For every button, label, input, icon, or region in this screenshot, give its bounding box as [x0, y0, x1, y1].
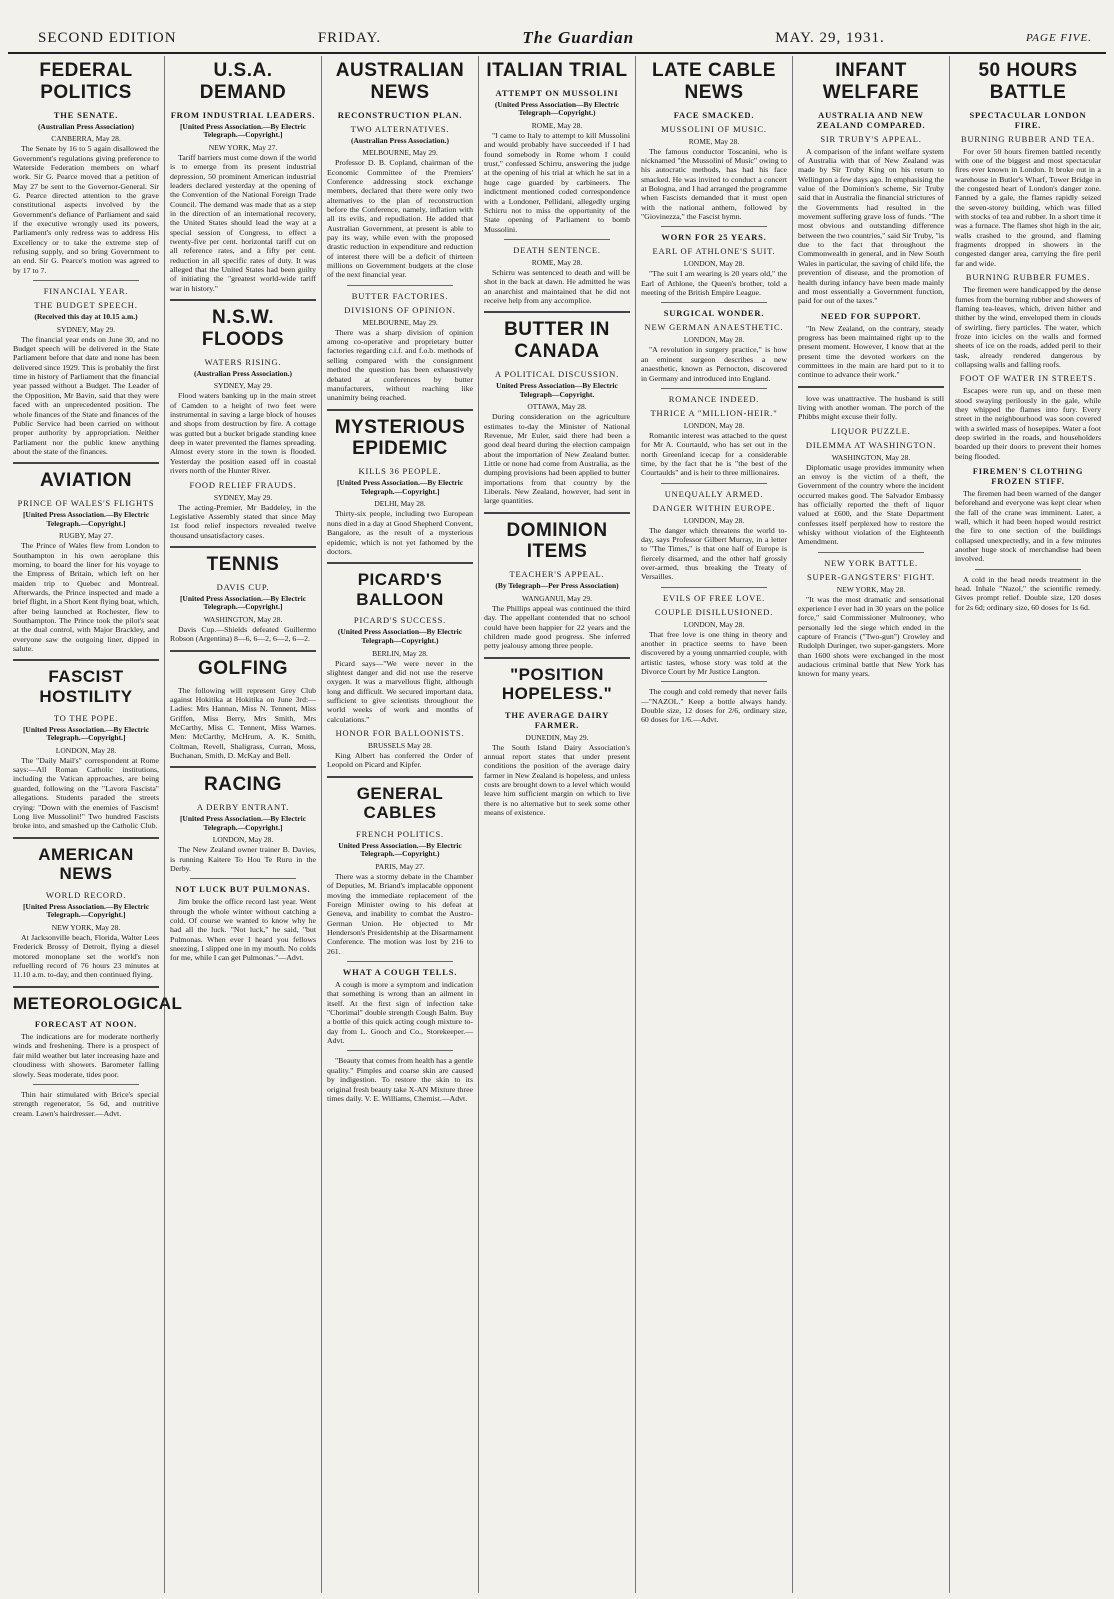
advertisement-text: A cough is more a symptom and indication that something is wrong than an ailment in itself. At the first sign of infection take "Chorimal" double strength Cough Balm. Buy a bottle of this quick acting cough mixture to-day from L. Gooch and Co., Storekeeper.—Advt.: [327, 980, 473, 1046]
column-2: [165, 56, 322, 1593]
headline: LATE CABLE NEWS: [652, 60, 776, 103]
article-text: "The suit I am wearing is 20 years old," the Earl of Athlone, the Queen's brother, told a meeting of the British Empire League.: [641, 269, 787, 298]
divider: [13, 986, 159, 988]
article-text: The financial year ends on June 30, and no Budget speech will be delivered in the State Parliament before that date and none has been delivered since 1929. This is probably the first time in history of Parliament that the financial year passed without a Budget. The Leader of the Opposition, Mr Bavin, said that they were faced with an unprecedented position. The whole finances of the State and finances of the Public Service had been carried on without proper authority by appropriation. Neither Parliament nor the public knew anything about the state of the finances.: [13, 334, 159, 456]
credit-line: [United Press Association.—By Electric Telegraph.—Copyright.]: [22, 724, 150, 743]
dateline: MELBOURNE, May 29.: [362, 317, 438, 327]
divider: [13, 462, 159, 464]
subheading: EARL OF ATHLONE'S SUIT.: [652, 246, 776, 257]
dateline: BERLIN, May 28.: [372, 648, 428, 658]
divider: [33, 1084, 139, 1085]
headline: AMERICAN NEWS: [38, 844, 134, 884]
subheading: RECONSTRUCTION PLAN.: [337, 109, 463, 120]
dateline: DUNEDIN, May 29.: [525, 732, 589, 742]
credit-line: (Australian Press Association.): [194, 368, 292, 378]
article-text: Professor D. B. Copland, chairman of the Economic Committee of the Premiers' Conference addressing stock exchange members, declared that there were only two alternatives to the plan of reconstruction before the Conference, namely, inflation with all its evils, and repudiation. He added that Australian Government, at present is able to pay its way, while even with the proposed drastic reduction in expenditure and reduction of interest there will be a deficit of thirteen millions on Government budgets at the close of the next financial year.: [327, 158, 473, 280]
article-text: "I came to Italy to attempt to kill Mussolini and would probably have succeeded if I had found somebody in Rome whom I could trust," confessed Schirru, answering the judge at the opening of his trial at which he sat in a huge cage guarded by carbineers. The indictment mentioned coded correspondence with a Londoner, Pellidani, allegedly urging Schirru not to miss the opportunity of the State opening of Parliament to bomb Mussolini.: [484, 131, 630, 234]
subheading: HONOR FOR BALLOONISTS.: [335, 727, 465, 738]
headline: FASCIST HOSTILITY: [39, 667, 133, 706]
credit-line: (United Press Association—By Electric Telegraph—Copyright.): [337, 627, 463, 645]
article-text: There was a stormy debate in the Chamber of Deputies, M. Briand's implacable opponent moving the immediate replacement of the Foreign Minister owing to his defeat at Geneva, and inability to combat the Austro-German Union. He objected to Mr Henderson's Presidentship at the Disarmament Conference. The motion was lost by 216 to 261.: [327, 871, 473, 956]
article-text: The firemen were handicapped by the dense fumes from the burning rubber and showers of flaming tea-leaves, which, driven hither and thither by the wind, enveloped them in clouds of swirling, fiery particles. The water, which froze into icicles on the walls and formed sheets of ice on the roads, added peril to their task, already rendered dangerous by collapsing walls and falling roofs.: [955, 285, 1101, 369]
headline: 50 HOURS BATTLE: [978, 60, 1078, 103]
subheading: THE SENATE.: [53, 109, 119, 120]
divider: [484, 657, 630, 659]
divider: [327, 776, 473, 778]
subheading: BURNING RUBBER AND TEA.: [961, 133, 1095, 144]
divider: [170, 546, 316, 548]
subheading: PRINCE OF WALES'S FLIGHTS: [17, 498, 155, 509]
article-text: The New Zealand owner trainer B. Davies, is running Kaitere To Hou Te Ruru in the Derby.: [170, 845, 316, 874]
subheading: NEW GERMAN ANAESTHETIC.: [644, 322, 784, 333]
credit-line: (By Telegraph—Per Press Association): [495, 581, 619, 591]
article-text: The "Daily Mail's" correspondent at Rome says:—All Roman Catholic institutions, including the Vatican approaches, are being guarded, following on the "Lavora Fascista" allegations. Students paraded the streets crying: "Down with the enemies of Fascism! Long live Mussolini!" Two hundred Fascists broke into, and smashed up the Catholic Club.: [13, 755, 159, 831]
article-text: Diplomatic usage provides immunity when an envoy is the victim of a theft, the Government of the country where the incident occurred makes good. The Salvador Embassy has officially reported the theft of liquor valued at £600, and the State Department confesses itself perplexed how to restore the whisky without violation of the Eighteenth Amendment.: [798, 462, 944, 547]
dateline: NEW YORK, May 27.: [208, 142, 278, 152]
subheading: FIREMEN'S CLOTHING FROZEN STIFF.: [972, 466, 1084, 486]
divider: [798, 386, 944, 388]
subheading: ATTEMPT ON MUSSOLINI: [495, 87, 619, 98]
subheading: TWO ALTERNATIVES.: [350, 123, 450, 134]
dateline: WASHINGTON, May 28.: [831, 452, 911, 462]
divider: [661, 388, 767, 389]
subheading: FOOT OF WATER IN STREETS.: [959, 373, 1097, 384]
article-text: The Phillips appeal was continued the third day. The appellant contended that no school could have been happier for 22 years and the children made good progress. She inferred petty jealousy among three people.: [484, 603, 630, 651]
subheading: FOOD RELIEF FRAUDS.: [189, 479, 297, 490]
subheading: BURNING RUBBER FUMES.: [965, 272, 1091, 283]
article-text: Flood waters banking up in the main street of Camden to a height of two feet were instrumental in saving a large block of houses and shops from destruction by fire. A cottage was gutted but a bucket brigade standing knee deep in water prevented the flames spreading. Almost every store in the town is flooded. Yesterday the position eased off in coastal rivers north of the Hunter River.: [170, 391, 316, 476]
divider: [975, 569, 1081, 570]
dateline: WASHINGTON, May 28.: [203, 614, 283, 624]
subheading: COUPLE DISILLUSIONED.: [654, 606, 774, 617]
article-text: The Senate by 16 to 5 again disallowed the Government's regulations giving preference to Waterside Federation members on wharf work. Sir G. Pearce moved that a petition of May 27 be sent to the Governor-General. Sir G. Pearce directed attention to the grave constitutional aspects involved by the Government's defiance of Parliament and said if the executive wrongly used its powers, Parliament's only redress was to address His Excellency or to take the extreme step of refusing supply, and so bring Government to an end. Sir G. Pearce's motion was agreed to by 17 to 7.: [13, 144, 159, 275]
subheading: SURGICAL WONDER.: [663, 308, 765, 319]
columns: [8, 56, 1106, 1593]
dateline: PARIS, May 27.: [375, 861, 425, 871]
subheading: MUSSOLINI OF MUSIC.: [661, 123, 767, 134]
divider: [13, 659, 159, 661]
dateline: DELHI, May 28.: [374, 499, 426, 509]
headline: "POSITION HOPELESS.": [501, 664, 613, 704]
subheading: WORN FOR 25 YEARS.: [661, 232, 767, 243]
subheading: WORLD RECORD.: [45, 889, 127, 900]
credit-line: [United Press Association.—By Electric Telegraph.—Copyright.]: [336, 478, 464, 496]
subheading: AUSTRALIA AND NEW ZEALAND COMPARED.: [816, 109, 926, 130]
subheading: KILLS 36 PEOPLE.: [358, 466, 442, 477]
dateline: LONDON, May 28.: [683, 515, 745, 525]
date-label: MAY. 29, 1931.: [775, 29, 885, 46]
dateline: ROME, May 28.: [531, 121, 583, 131]
credit-line: [United Press Association.—By Electric Telegraph.—Copyright.]: [22, 901, 150, 920]
article-text: "It was the most dramatic and sensational experience I ever had in 30 years on the police force," said Commissioner Mulrooney, who personally led the siege which ended in the capture of Francis ("Two-gun") Crowley and Rudolph Duringer, two super-gangsters. More than 1600 shots were exchanged in the most audacious criminal battle that New York has known for many years.: [798, 594, 944, 679]
subheading: THE BUDGET SPEECH.: [34, 300, 138, 311]
article-text: "In New Zealand, on the contrary, steady progress has been maintained right up to the present moment. However, I know that at the present time the devoted workers on the committees in the main are hard put to it to continue to advance their work.": [798, 323, 944, 380]
divider: [661, 483, 767, 484]
article-text: love was unattractive. The husband is still living with another woman. The porch of the Phibbs might excuse their folly.: [798, 393, 944, 422]
subheading: NEED FOR SUPPORT.: [820, 310, 922, 321]
page-label: PAGE FIVE.: [1025, 32, 1092, 44]
article-text: "A revolution in surgery practice," is how an eminent surgeon describes a new anaesthetic, known as Pernocton, discovered in Germany and introduced into England.: [641, 345, 787, 383]
subheading: FACE SMACKED.: [673, 109, 755, 120]
credit-line: (Australian Press Association.): [351, 135, 449, 145]
divider: [327, 562, 473, 564]
headline: TENNIS: [206, 553, 280, 575]
headline: MYSTERIOUS EPIDEMIC: [334, 416, 466, 460]
article-text: Schirru was sentenced to death and will be shot in the back at dawn. He admitted he was an anarchist and maintained that he did not receive help from any accomplice.: [484, 267, 630, 305]
headline: FEDERAL POLITICS: [39, 60, 133, 103]
article-text: The famous conductor Toscanini, who is nicknamed "the Mussolini of Music" owing to his autocratic methods, has had his face smacked. He was invited to conduct a concert at Bologna, and I had arranged the programme when Fascists demanded that it must open with the national anthem, followed by "Giovinezza," the Fascist hymn.: [641, 146, 787, 222]
subheading: WHAT A COUGH TELLS.: [342, 967, 458, 978]
credit-line: [United Press Association.—By Electric Telegraph.—Copyright.]: [179, 121, 307, 140]
dateline: ROME, May 28.: [688, 136, 740, 146]
credit-line: [United Press Association.—By Electric Telegraph.—Copyright.]: [179, 814, 307, 832]
subheading: SPECTACULAR LONDON FIRE.: [969, 109, 1087, 130]
divider: [661, 226, 767, 227]
headline: INFANT WELFARE: [822, 60, 920, 103]
subheading: DIVISIONS OF OPINION.: [344, 304, 456, 315]
credit-line: (United Press Association—By Electric Telegraph—Copyright.): [494, 99, 620, 118]
article-text: Picard says—"We were never in the slightest danger and did not use the reserve oxygen. It was a marvellous flight, although long and difficult. We secured important data, sufficient to give scientists throughout the world weeks of work and months of calculations.": [327, 658, 473, 724]
article-text: Escapes were run up, and on these men stood swaying perilously in the gale, while they whipped the flames into fury. Every street in the neighbourhood was soon covered with a swirled mass of hosepipes. Water a foot deep swirled in the roads, and householders boarded up their doors to prevent their homes being flooded.: [955, 386, 1101, 461]
headline: DOMINION ITEMS: [506, 519, 608, 563]
article-text: For over 50 hours firemen battled recently with one of the biggest and most spectacular fires ever known in London. It broke out in a warehouse in Butler's Wharf, Tower Bridge in the congested heart of London's danger zone. Fanned by a gale, the flames rapidly seized the seven-storey building, which was filled with stocks of tea and rubber. In a short time it was a furnace. The flames shot high in the air, walls crashed to the ground, and flaming fragments dropped in showers in the congested danger area, carrying the fire peril far and wide.: [955, 146, 1101, 268]
advertisement-text: A cold in the head needs treatment in the head. Inhale "Nazol," the scientific remedy. Gives prompt relief. Double size, 120 doses for 2s 6d; ordinary size, 60 doses for 1s 6d.: [955, 574, 1101, 612]
divider: [190, 878, 296, 879]
subheading: THE AVERAGE DAIRY FARMER.: [504, 709, 610, 730]
subheading: ROMANCE INDEED.: [668, 393, 760, 404]
divider: [33, 280, 139, 281]
article-text: The Prince of Wales flew from London to Southampton in his own aeroplane this morning, to board the liner for his voyage to the Empress of Britain, which left on her maiden trip to Quebec and Montreal. Afterwards, the Prince inspected and made a brief flight, in a Short Kent flying boat, which, after being launched at Rochester, flew to Southampton. The Prince took the pilot's seat at the dual control, with Major Brackley, and everyone saw the outgoing liner, dipped in salute.: [13, 541, 159, 654]
advertisement-text: "Beauty that comes from health has a gentle quality." Pimples and coarse skin are caused by indigestion. To restore the skin to its original fresh beauty take X-AN Mixture three times daily. V. E. Williams, Chemist.—Advt.: [327, 1056, 473, 1103]
headline: PICARD'S BALLOON: [356, 570, 444, 609]
headline: BUTTER IN CANADA: [504, 319, 610, 363]
article-text: That free love is one thing in theory and another in practice seems to have been discovered by a young unmarried couple, with artistic tastes, whose story was told at the Divorce Court by Mr Justice Langton.: [641, 629, 787, 676]
credit-line: (Australian Press Association): [37, 121, 135, 131]
dateline: LONDON, May 28.: [55, 745, 117, 755]
headline: METEOROLOGICAL: [13, 993, 183, 1013]
column-5: [636, 56, 793, 1593]
divider: [504, 239, 610, 240]
advertisement-text: Thin hair stimulated with Brice's special strength regenerator, 5s 6d, and nutritive cream. Lawn's hairdresser.—Advt.: [13, 1089, 159, 1118]
paper-name: The Guardian: [522, 28, 635, 47]
article-text: The indications are for moderate northerly winds and freshening. There is a prospect of fair mild weather but later increasing haze and cloudiness with showers. Barometer falling slowly. Seas moderate, tides poor.: [13, 1032, 159, 1079]
divider: [661, 681, 767, 682]
dateline: LONDON, May 28.: [683, 420, 745, 430]
subheading: TEACHER'S APPEAL.: [509, 569, 605, 580]
masthead: [38, 28, 1092, 48]
article-text: The danger which threatens the world to-day, says Professor Gilbert Murray, in a letter to "The Times," is that one half of Europe is fiercely disarmed, and the other half grossly over-armed, thus breaking the Treaty of Versailles.: [641, 525, 787, 582]
dateline: BRUSSELS May 28.: [368, 740, 432, 750]
article-text: The acting-Premier, Mr Baddeley, in the Legislative Assembly stated that since May 1st food relief inspectors revealed twelve thousand unsatisfactory cases.: [170, 502, 316, 540]
dateline: LONDON, May 28.: [212, 835, 274, 845]
subheading: DEATH SENTENCE.: [513, 244, 601, 255]
divider: [170, 650, 316, 652]
dateline: WANGANUI, May 29.: [522, 593, 592, 603]
divider: [347, 961, 453, 962]
article-text: The South Island Dairy Association's annual report states that under present conditions the position of the average dairy farmer in New Zealand is hopeless, and unless costs are brought down to a level which would leave him sufficient margin on which to live there is no alternative but to seek some other means of existence.: [484, 742, 630, 818]
subheading: A DERBY ENTRANT.: [196, 802, 290, 813]
article-text: During consideration on the agriculture estimates to-day the Minister of National Revenue, Mr Euler, said there had been a good deal heard during the election campaign about the importation of New Zealand butter. Little or none had come from Australia, as the dumping provisions had been applied to butter importations from that country by the Liberals. New Zealand, however, had sent in large quantities.: [484, 412, 630, 506]
subheading: SUPER-GANGSTERS' FIGHT.: [807, 571, 935, 582]
column-3: [322, 56, 479, 1593]
article-text: Romantic interest was attached to the quest for Mr A. Courtauld, who has set out in the north Greenland icecap for a considerable time, by the fact that he is "the best of the Courtaulds" and is heir to three millionaires.: [641, 430, 787, 478]
headline: N.S.W. FLOODS: [201, 307, 285, 350]
credit-line: [United Press Association.—By Electric Telegraph.—Copyright.]: [22, 510, 150, 528]
divider: [170, 299, 316, 301]
article-text: Thirty-six people, including two European nuns died in a day at Good Shepherd Convent, Bangalore, as the result of a mysterious epidemic, which is not yet fathomed by the doctors.: [327, 509, 473, 556]
dateline: LONDON, May 28.: [683, 619, 745, 629]
dateline: SYDNEY, May 29.: [213, 381, 273, 391]
column-6: [793, 56, 950, 1593]
article-text: Tariff barriers must come down if the world is to emerge from its present industrial depression, 50 prominent American industrial leaders declared yesterday at the opening of the Convention of the National Foreign Trade Council. The demand was made that as a step in the direction of an international recovery, the United States should lead the way at a special session of Congress, to effect a twenty-five per cent. horizontal tariff cut on all reference rates, and a fifty per cent. reduction in all specific rates of duty. It was alleged that the United States had been guilty of initiating the "greatest world-wide tariff war in history.": [170, 152, 316, 293]
headline: AVIATION: [40, 470, 132, 492]
credit-line: United Press Association—By Electric Telegraph—Copyright.: [496, 380, 618, 399]
divider: [661, 302, 767, 303]
subheading: PICARD'S SUCCESS.: [353, 615, 447, 626]
headline: RACING: [204, 774, 282, 796]
divider: [484, 512, 630, 514]
dateline: SYDNEY, May 29.: [213, 492, 273, 502]
subheading: FRENCH POLITICS.: [356, 828, 444, 839]
advertisement-text: Jim broke the office record last year. Went through the whole winter without catching a cold. Of course we wanted to know why he had all the luck. "Not luck," he said, "but Pulmonas. When ever I heard you fellows sneezing, I slipped one in my mouth. No colds for me, while I can get Pulmonas."—Advt.: [170, 897, 316, 963]
article-text: At Jacksonville beach, Florida, Walter Lees Frederick Brossy of Detroit, flying a diesel motored monoplane set the world's non refuelling record of 76 hours 23 minutes at 11.10 a.m. to-day, and then continued flying.: [13, 932, 159, 980]
article-text: A comparison of the infant welfare system of Australia with that of New Zealand was made by Sir Truby King on his return to Wellington a few days ago. In emphasising the value of the Dominion's scheme, Sir Truby said that in Australia the financial strictures of the Governments had resulted in the movement suffering grave loss of funds. "The most obvious and outstanding difference between the two countries," said Sir Truby, "is due to the fact that throughout the Commonwealth in general, and in New South Wales in particular, the saving of child life, the prevention of disease, and the promotion of health during infancy have been made mainly and most essentially a Government function, paid for out of the taxes.": [798, 146, 944, 306]
column-7: [950, 56, 1106, 1593]
headline: U.S.A. DEMAND: [199, 60, 287, 103]
dateline: MELBOURNE, May 29.: [362, 148, 438, 158]
column-1: [8, 56, 183, 1593]
subheading: WATERS RISING.: [204, 356, 282, 367]
divider: [347, 285, 453, 286]
subheading: UNEQUALLY ARMED.: [664, 488, 764, 499]
article-text: King Albert has conferred the Order of Leopold on Picard and Kipfer.: [327, 750, 473, 770]
column-4: [479, 56, 636, 1593]
dateline: NEW YORK, May 28.: [51, 922, 121, 932]
subheading: FROM INDUSTRIAL LEADERS.: [170, 109, 316, 120]
headline: ITALIAN TRIAL: [486, 60, 628, 81]
divider: [484, 311, 630, 313]
article-text: There was a sharp division of opinion among co-operative and proprietary butter factories regarding c.i.f. and f.o.b. methods of selling compared with the consignment method the question has been exhaustively debated at conferences by butter manufacturers, without reaching like unanimity being reached.: [327, 327, 473, 403]
credit-line: United Press Association.—By Electric Telegraph.—Copyright.): [338, 840, 462, 859]
subheading: SIR TRUBY'S APPEAL.: [820, 133, 922, 144]
subheading: LIQUOR PUZZLE.: [831, 425, 911, 436]
subheading: DAVIS CUP.: [216, 581, 270, 592]
subheading: FORECAST AT NOON.: [34, 1019, 138, 1030]
subheading: A POLITICAL DISCUSSION.: [494, 368, 620, 379]
dateline: LONDON, May 28.: [683, 335, 745, 345]
dateline: RUGBY, May 27.: [58, 531, 114, 541]
subheading: NOT LUCK BUT PULMONAS.: [175, 884, 311, 895]
dateline: CANBERRA, May 28.: [51, 134, 121, 144]
edition-label: SECOND EDITION: [38, 29, 177, 46]
subheading: DANGER WITHIN EUROPE.: [652, 502, 776, 513]
article-text: The following will represent Grey Club against Hokitika at Hokitika on June 3rd:— Ladies: Mrs Hannan, Miss N. Tennent, Miss Griffen, Miss Berry, Mrs Smith, Mrs McCarthy, Miss C. Tennent, Miss Warnes. Men: McCarthy, McHrum, A. K. Smith, Coltman, Revell, Shaligrass, Curran, Moss, Buchanan, Smith, D. McKay and Bell.: [170, 685, 316, 760]
headline: GENERAL CABLES: [356, 783, 444, 823]
headline: GOLFING: [197, 657, 289, 679]
divider: [170, 766, 316, 768]
dateline: SYDNEY, May 29.: [56, 324, 116, 334]
subheading: BUTTER FACTORIES.: [351, 290, 449, 301]
subheading: FINANCIAL YEAR.: [43, 286, 129, 297]
dateline: LONDON, May 28.: [683, 259, 745, 269]
masthead-rule: [8, 52, 1106, 54]
subheading: TO THE POPE.: [53, 712, 119, 723]
divider: [818, 552, 924, 553]
article-text: Davis Cup.—Shields defeated Guillermo Robson (Argentina) 8—6, 6—2, 6—2, 6—2.: [170, 624, 316, 644]
subheading: DILEMMA AT WASHINGTON.: [805, 439, 937, 450]
credit-line: [United Press Association.—By Electric Telegraph.—Copyright.]: [179, 593, 307, 612]
article-text: The firemen had been warned of the danger beforehand and everyone was kept clear when the fall of the crane was imminent. Later, a wall, which it had been hoped would restrict the fire to one section of the buildings collapsed unexpectedly, and in a few minutes another huge stock of merchandise had been involved.: [955, 489, 1101, 564]
advertisement-text: The cough and cold remedy that never fails—"NAZOL." Keep a bottle always handy. Double size, 12 doses for 2/6, ordinary size, 60 doses for 1/6.—Advt.: [641, 687, 787, 725]
subheading: THRICE A "MILLION-HEIR.": [650, 407, 778, 418]
subheading: NEW YORK BATTLE.: [824, 557, 918, 568]
divider: [13, 837, 159, 839]
dateline: NEW YORK, May 28.: [836, 584, 906, 594]
credit-line: (Received this day at 10.15 a.m.): [34, 312, 138, 322]
day-label: FRIDAY.: [317, 29, 382, 46]
headline: AUSTRALIAN NEWS: [335, 60, 465, 103]
dateline: ROME, May 28.: [531, 257, 583, 267]
dateline: OTTAWA, May 28.: [527, 402, 587, 412]
divider: [327, 409, 473, 411]
subheading: EVILS OF FREE LOVE.: [662, 592, 766, 603]
divider: [661, 587, 767, 588]
divider: [347, 1050, 453, 1051]
